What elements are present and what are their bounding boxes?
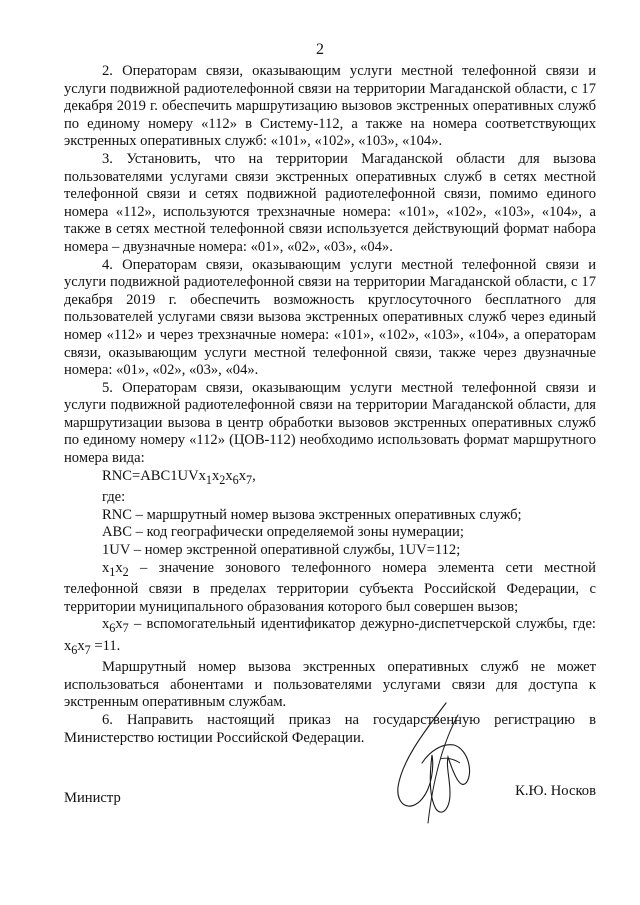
paragraph-5: 5. Операторам связи, оказывающим услуги местной телефонной связи и услуги подвижной радиотелефонной связи на территории Магаданской области, для маршрутизации вызова в центр обработки вызовов экстренных оперативных служб по единому номеру «112» (ЦОВ-112) необходимо использовать формат маршрутного номера вида:	[64, 379, 596, 467]
where-label: где:	[102, 489, 126, 506]
paragraph-6: 6. Направить настоящий приказ на государственную регистрацию в Министерство юстиции Российской Федерации.	[64, 712, 596, 746]
definition-abc: ABC – код географически определяемой зоны нумерации;	[102, 524, 464, 541]
definition-rnc: RNC – маршрутный номер вызова экстренных оперативных служб;	[102, 506, 522, 523]
paragraph-3: 3. Установить, что на территории Магаданской области для вызова пользователями услугами связи экстренных оперативных служб в сетях местной телефонной связи и сетях подвижной радиотелефонной связи, помимо единого номера «112», используются трехзначные номера: «101», «102», «103», «104», а также в сетях местной телефонной связи используется действующий формат набора номера – двузначные номера: «01», «02», «03», «04».	[64, 150, 596, 255]
definition-1uv: 1UV – номер экстренной оперативной службы, 1UV=112;	[102, 541, 461, 558]
route-number-formula: $RNC=ABC1UVx_1x_2x_6x_7$,	[102, 467, 256, 487]
document-body	[64, 63, 596, 747]
paragraph-4: 4. Операторам связи, оказывающим услуги местной телефонной связи и услуги подвижной радиотелефонной связи на территории Магаданской области, с 17 декабря 2019 г. обеспечить возможность круглосуточного бесплатного для пользователей услугами связи вызова экстренных оперативных служб через единый номер «112» и через трехзначные номера: «101», «102», «103», «104», а операторам связи, оказывающим услуги местной телефонной связи, также через двузначные номера: «01», «02», «03», «04».	[64, 256, 596, 379]
paragraph-route-number: Маршрутный номер вызова экстренных оперативных служб не может использоваться абонентами и пользователями услугами связи для доступа к экстренным оперативным службам.	[64, 659, 596, 711]
signatory-title: Министр	[64, 790, 121, 806]
signatory-name: К.Ю. Носков	[515, 783, 596, 799]
paragraph-2: 2. Операторам связи, оказывающим услуги местной телефонной связи и услуги подвижной радиотелефонной связи на территории Магаданской области, с 17 декабря 2019 г. обеспечить маршрутизацию вызовов экстренных оперативных служб по единому номеру «112» в Систему-112, а также на номера соответствующих экстренных оперативных служб: «101», «102», «103», «104».	[64, 63, 596, 150]
definition-x1x2: $x_1x_2$ – значение зонового телефонного номера элемента сети местной телефонной связи в пределах территории субъекта Российской Федерации, с территории муниципального образования которого был совершен вызов;	[64, 559, 596, 615]
handwritten-signature	[388, 697, 483, 827]
definition-x6x7: $x_6x_7$ – вспомогательный идентификатор дежурно-диспетчерской службы, где: $x_6x_7 =11$.	[64, 616, 596, 657]
page-number: 2	[316, 41, 324, 58]
stray-mark	[230, 618, 235, 626]
